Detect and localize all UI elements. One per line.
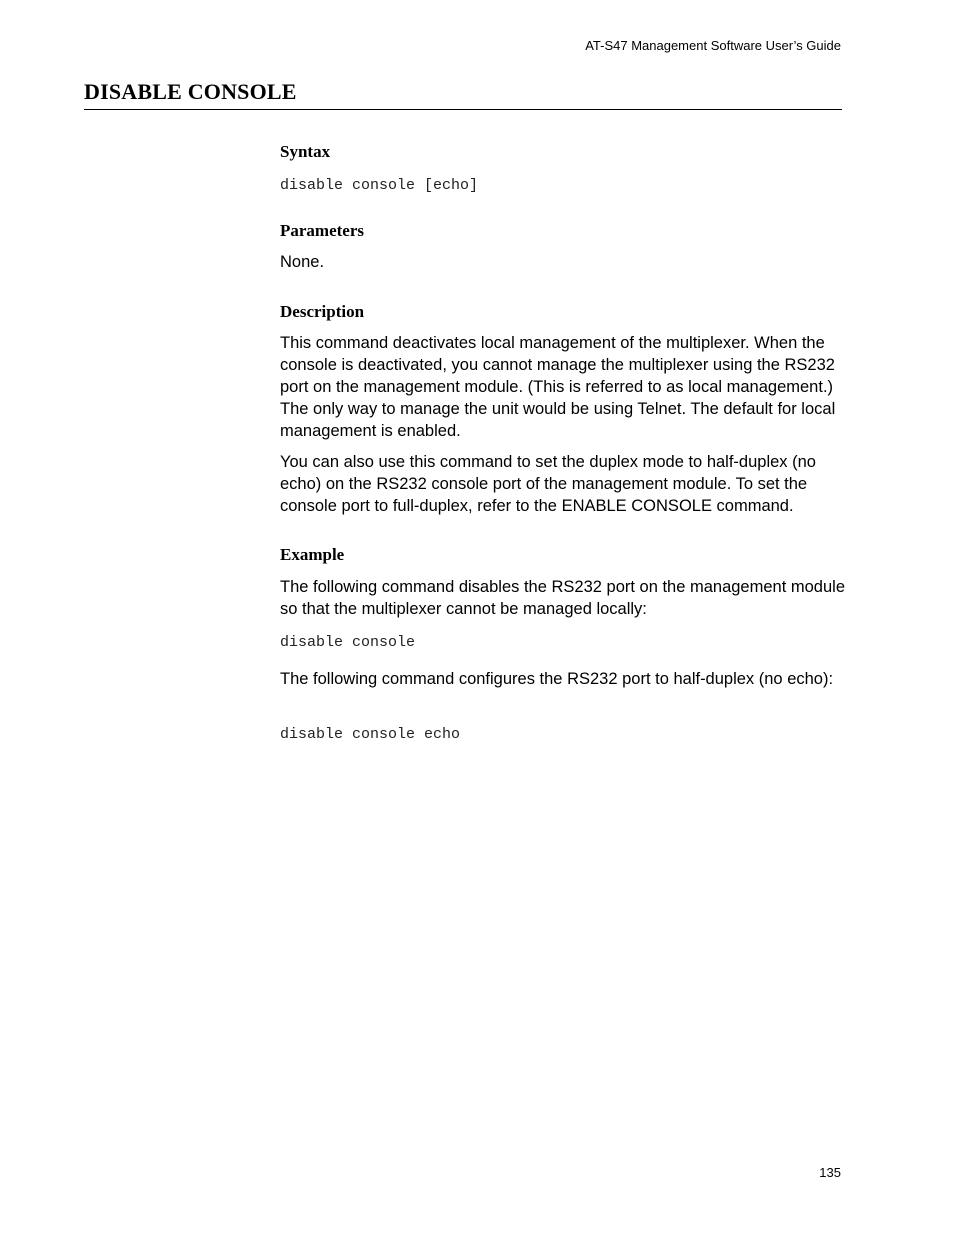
parameters-text: None. [280,253,325,271]
description-paragraph-2: You can also use this command to set the duplex mode to half-duplex (no echo) on the RS232 console port of the management module. To set the console port to full-duplex, refer to the ENABLE CONSOLE command. [280,453,816,515]
page-title: DISABLE CONSOLE [84,79,297,104]
example-heading: Example [280,545,345,564]
example-code-2: disable console echo [280,726,461,743]
example-intro-1: The following command disables the RS232 port on the management module so that the multiplexer cannot be managed locally: [280,578,845,618]
example-code-1: disable console [280,634,416,651]
running-header: AT-S47 Management Software User’s Guide [585,38,841,53]
description-heading: Description [280,302,365,321]
parameters-heading: Parameters [280,221,365,240]
title-rule [84,109,842,110]
page-number: 135 [819,1165,841,1180]
example-intro-2: The following command configures the RS232 port to half-duplex (no echo): [280,670,834,688]
syntax-heading: Syntax [280,142,331,161]
syntax-code: disable console [echo] [280,177,479,194]
description-paragraph-1: This command deactivates local management of the multiplexer. When the console is deactivated, you cannot manage the multiplexer using the RS232 port on the management module. (This is referred to as local management.) The only way to manage the unit would be using Telnet. The default for local management is enabled. [280,334,836,440]
